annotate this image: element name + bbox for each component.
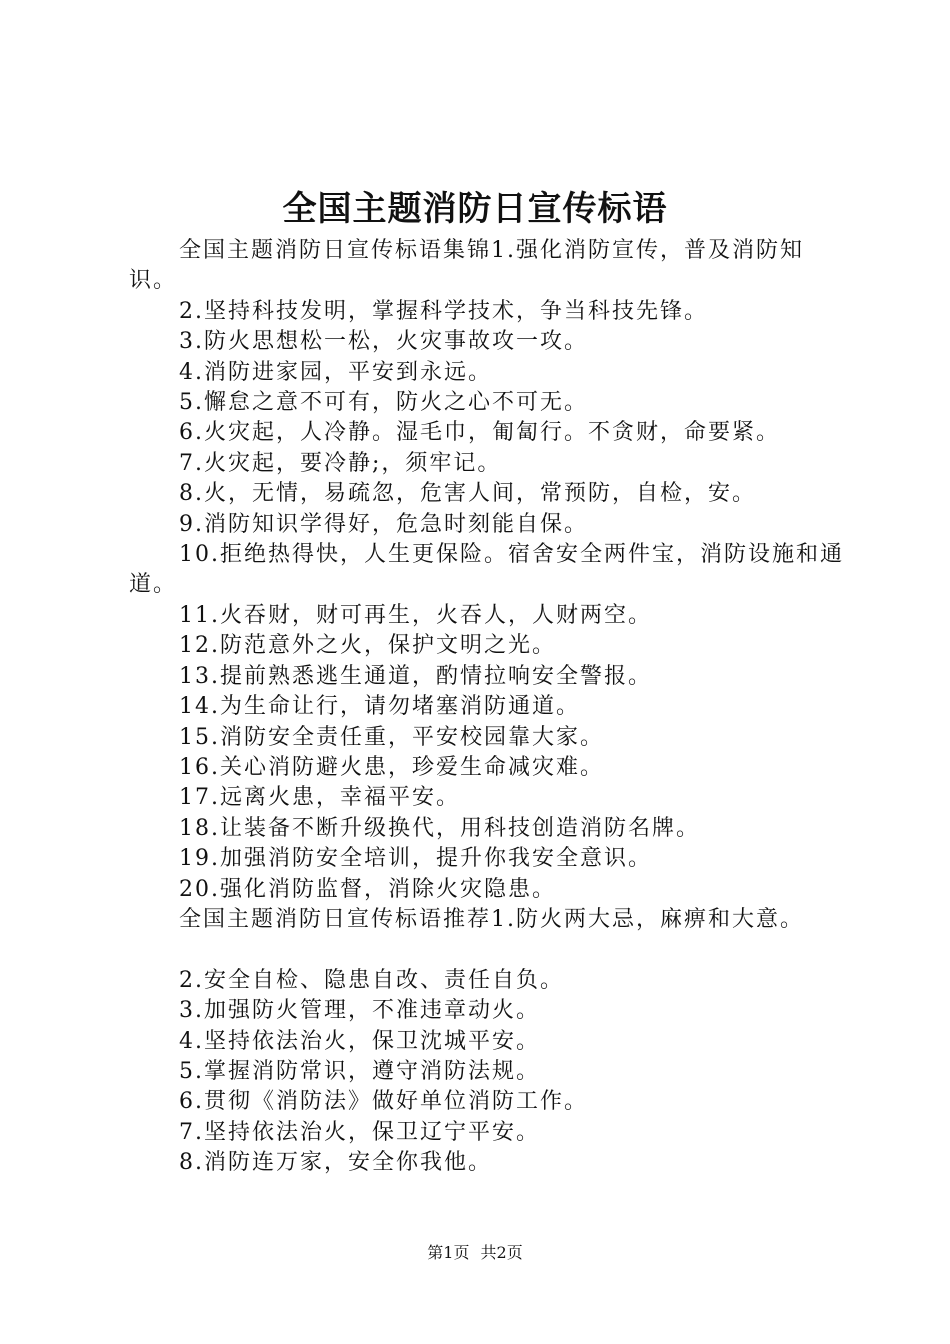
paragraph: 11.火吞财，财可再生，火吞人，人财两空。 bbox=[179, 602, 652, 628]
paragraph: 6.贯彻《消防法》做好单位消防工作。 bbox=[179, 1089, 588, 1115]
paragraph: 14.为生命让行，请勿堵塞消防通道。 bbox=[179, 694, 580, 720]
paragraph: 3.加强防火管理，不准违章动火。 bbox=[179, 998, 540, 1024]
paragraph: 8.火，无情，易疏忽，危害人间，常预防，自检，安。 bbox=[179, 481, 756, 507]
paragraph: 7.火灾起，要冷静;，须牢记。 bbox=[179, 450, 502, 476]
paragraph: 8.消防连万家，安全你我他。 bbox=[179, 1150, 492, 1176]
paragraph: 5.懈怠之意不可有，防火之心不可无。 bbox=[179, 390, 588, 416]
paragraph: 12.防范意外之火，保护文明之光。 bbox=[179, 633, 556, 659]
paragraph: 4.消防进家园，平安到永远。 bbox=[179, 359, 492, 385]
document-body bbox=[129, 236, 849, 1179]
paragraph: 6.火灾起，人冷静。湿毛巾，匍匐行。不贪财，命要紧。 bbox=[179, 420, 780, 446]
paragraph: 17.远离火患，幸福平安。 bbox=[179, 785, 460, 811]
paragraph: 18.让装备不断升级换代，用科技创造消防名牌。 bbox=[179, 815, 700, 841]
document-title: 全国主题消防日宣传标语 bbox=[282, 189, 668, 229]
paragraph: 5.掌握消防常识，遵守消防法规。 bbox=[179, 1058, 540, 1084]
paragraph: 4.坚持依法治火，保卫沈城平安。 bbox=[179, 1028, 540, 1054]
paragraph: 7.坚持依法治火，保卫辽宁平安。 bbox=[179, 1119, 540, 1145]
page-total: 共2页 bbox=[480, 1243, 523, 1262]
paragraph: 3.防火思想松一松，火灾事故攻一攻。 bbox=[179, 329, 588, 355]
paragraph: 2.安全自检、隐患自改、责任自负。 bbox=[179, 967, 564, 993]
paragraph: 13.提前熟悉逃生通道，酌情拉响安全警报。 bbox=[179, 663, 652, 689]
paragraph: 19.加强消防安全培训，提升你我安全意识。 bbox=[179, 846, 652, 872]
paragraph: 全国主题消防日宣传标语推荐1.防火两大忌，麻痹和大意。 bbox=[179, 906, 804, 932]
paragraph: 2.坚持科技发明，掌握科学技术，争当科技先锋。 bbox=[179, 298, 708, 324]
paragraph: 9.消防知识学得好，危急时刻能自保。 bbox=[179, 511, 588, 537]
paragraph: 15.消防安全责任重，平安校园靠大家。 bbox=[179, 724, 604, 750]
paragraph: 20.强化消防监督，消除火灾隐患。 bbox=[179, 876, 556, 902]
page-number: 第1页 bbox=[427, 1243, 470, 1262]
paragraph: 16.关心消防避火患，珍爱生命减灾难。 bbox=[179, 754, 604, 780]
page-footer bbox=[0, 1242, 950, 1264]
paragraph: 全国主题消防日宣传标语集锦1.强化消防宣传，普及消防知识。 bbox=[129, 238, 804, 294]
paragraph: 10.拒绝热得快，人生更保险。宿舍安全两件宝，消防设施和通道。 bbox=[129, 542, 844, 598]
